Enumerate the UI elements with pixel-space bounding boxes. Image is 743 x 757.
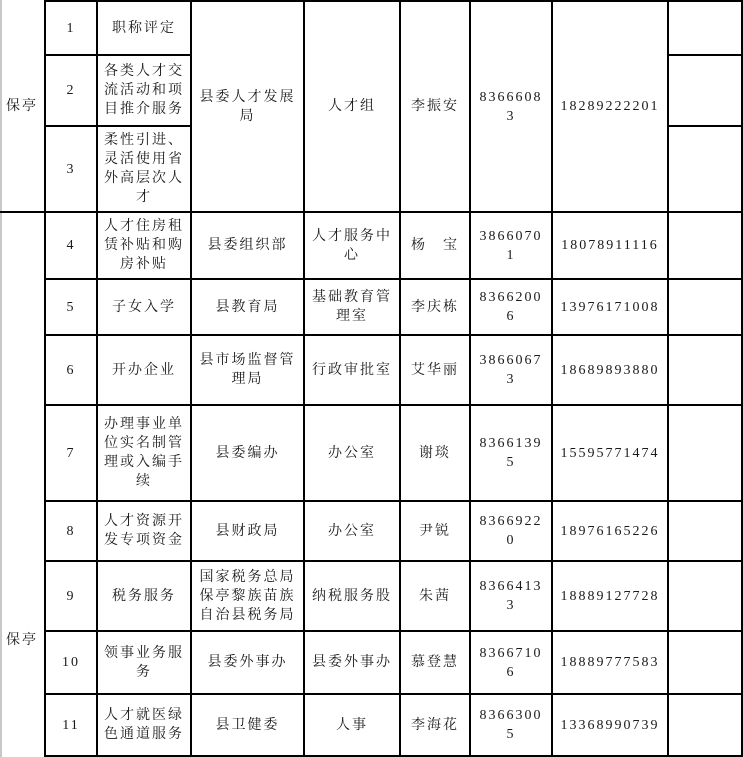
contact-person[interactable]: 慕登慧 — [400, 631, 470, 694]
office[interactable]: 人才服务中心 — [304, 212, 400, 279]
row-number[interactable]: 1 — [45, 1, 97, 55]
service-item[interactable]: 税务服务 — [97, 561, 191, 631]
office[interactable]: 人才组 — [304, 1, 400, 212]
office-phone[interactable]: 83661395 — [470, 405, 552, 501]
office-phone[interactable]: 83664133 — [470, 561, 552, 631]
department[interactable]: 县委组织部 — [191, 212, 304, 279]
office-phone[interactable]: 38660673 — [470, 335, 552, 405]
mobile-phone[interactable]: 13368990739 — [552, 694, 668, 756]
row-number[interactable]: 3 — [45, 126, 97, 212]
department[interactable]: 县教育局 — [191, 279, 304, 335]
table-row — [0, 212, 742, 279]
mobile-phone[interactable]: 18689893880 — [552, 335, 668, 405]
department[interactable]: 国家税务总局保亭黎族苗族自治县税务局 — [191, 561, 304, 631]
note-cell[interactable] — [668, 126, 742, 212]
note-cell[interactable] — [668, 405, 742, 501]
table-row — [0, 694, 742, 756]
contact-person[interactable]: 李海花 — [400, 694, 470, 756]
mobile-phone[interactable]: 18976165226 — [552, 501, 668, 561]
service-item[interactable]: 开办企业 — [97, 335, 191, 405]
department[interactable]: 县委人才发展局 — [191, 1, 304, 212]
table-row — [0, 561, 742, 631]
row-number[interactable]: 7 — [45, 405, 97, 501]
row-number[interactable]: 10 — [45, 631, 97, 694]
note-cell[interactable] — [668, 212, 742, 279]
mobile-phone[interactable]: 18889777583 — [552, 631, 668, 694]
service-item[interactable]: 人才住房租赁补贴和购房补贴 — [97, 212, 191, 279]
note-cell[interactable] — [668, 1, 742, 55]
contact-person[interactable]: 艾华丽 — [400, 335, 470, 405]
service-item[interactable]: 各类人才交流活动和项目推介服务 — [97, 55, 191, 126]
contact-person[interactable]: 杨 宝 — [400, 212, 470, 279]
note-cell[interactable] — [668, 55, 742, 126]
table-row — [0, 501, 742, 561]
office[interactable]: 行政审批室 — [304, 335, 400, 405]
mobile-phone[interactable]: 18889127728 — [552, 561, 668, 631]
row-number[interactable]: 6 — [45, 335, 97, 405]
row-number[interactable]: 11 — [45, 694, 97, 756]
office[interactable]: 县委外事办 — [304, 631, 400, 694]
department[interactable]: 县委编办 — [191, 405, 304, 501]
office-phone[interactable]: 83666083 — [470, 1, 552, 212]
department[interactable]: 县委外事办 — [191, 631, 304, 694]
service-item[interactable]: 领事业务服务 — [97, 631, 191, 694]
row-number[interactable]: 2 — [45, 55, 97, 126]
contact-person[interactable]: 尹锐 — [400, 501, 470, 561]
contact-person[interactable]: 谢琰 — [400, 405, 470, 501]
office-phone[interactable]: 83667106 — [470, 631, 552, 694]
note-cell[interactable] — [668, 501, 742, 561]
contact-person[interactable]: 李振安 — [400, 1, 470, 212]
contact-person[interactable]: 李庆栋 — [400, 279, 470, 335]
office-phone[interactable]: 83669220 — [470, 501, 552, 561]
mobile-phone[interactable]: 13976171008 — [552, 279, 668, 335]
region-cell[interactable]: 保亭 — [0, 212, 45, 756]
department[interactable]: 县财政局 — [191, 501, 304, 561]
service-item[interactable]: 子女入学 — [97, 279, 191, 335]
department[interactable]: 县卫健委 — [191, 694, 304, 756]
region-cell[interactable]: 保亭 — [0, 1, 45, 212]
service-item[interactable]: 柔性引进、灵活使用省外高层次人才 — [97, 126, 191, 212]
office[interactable]: 人事 — [304, 694, 400, 756]
note-cell[interactable] — [668, 694, 742, 756]
department[interactable]: 县市场监督管理局 — [191, 335, 304, 405]
office-phone[interactable]: 83662006 — [470, 279, 552, 335]
note-cell[interactable] — [668, 335, 742, 405]
table-row — [0, 405, 742, 501]
office[interactable]: 纳税服务股 — [304, 561, 400, 631]
table-row — [0, 631, 742, 694]
row-number[interactable]: 8 — [45, 501, 97, 561]
mobile-phone[interactable]: 18289222201 — [552, 1, 668, 212]
table-row — [0, 279, 742, 335]
service-item[interactable]: 职称评定 — [97, 1, 191, 55]
mobile-phone[interactable]: 18078911116 — [552, 212, 668, 279]
note-cell[interactable] — [668, 631, 742, 694]
table-row — [0, 1, 742, 55]
note-cell[interactable] — [668, 561, 742, 631]
service-item[interactable]: 办理事业单位实名制管理或入编手续 — [97, 405, 191, 501]
service-item[interactable]: 人才资源开发专项资金 — [97, 501, 191, 561]
row-number[interactable]: 9 — [45, 561, 97, 631]
office[interactable]: 办公室 — [304, 501, 400, 561]
table-row — [0, 335, 742, 405]
row-number[interactable]: 4 — [45, 212, 97, 279]
office[interactable]: 办公室 — [304, 405, 400, 501]
mobile-phone[interactable]: 15595771474 — [552, 405, 668, 501]
office-phone[interactable]: 83663005 — [470, 694, 552, 756]
service-item[interactable]: 人才就医绿色通道服务 — [97, 694, 191, 756]
note-cell[interactable] — [668, 279, 742, 335]
office-phone[interactable]: 38660701 — [470, 212, 552, 279]
row-number[interactable]: 5 — [45, 279, 97, 335]
contact-person[interactable]: 朱茜 — [400, 561, 470, 631]
office[interactable]: 基础教育管理室 — [304, 279, 400, 335]
